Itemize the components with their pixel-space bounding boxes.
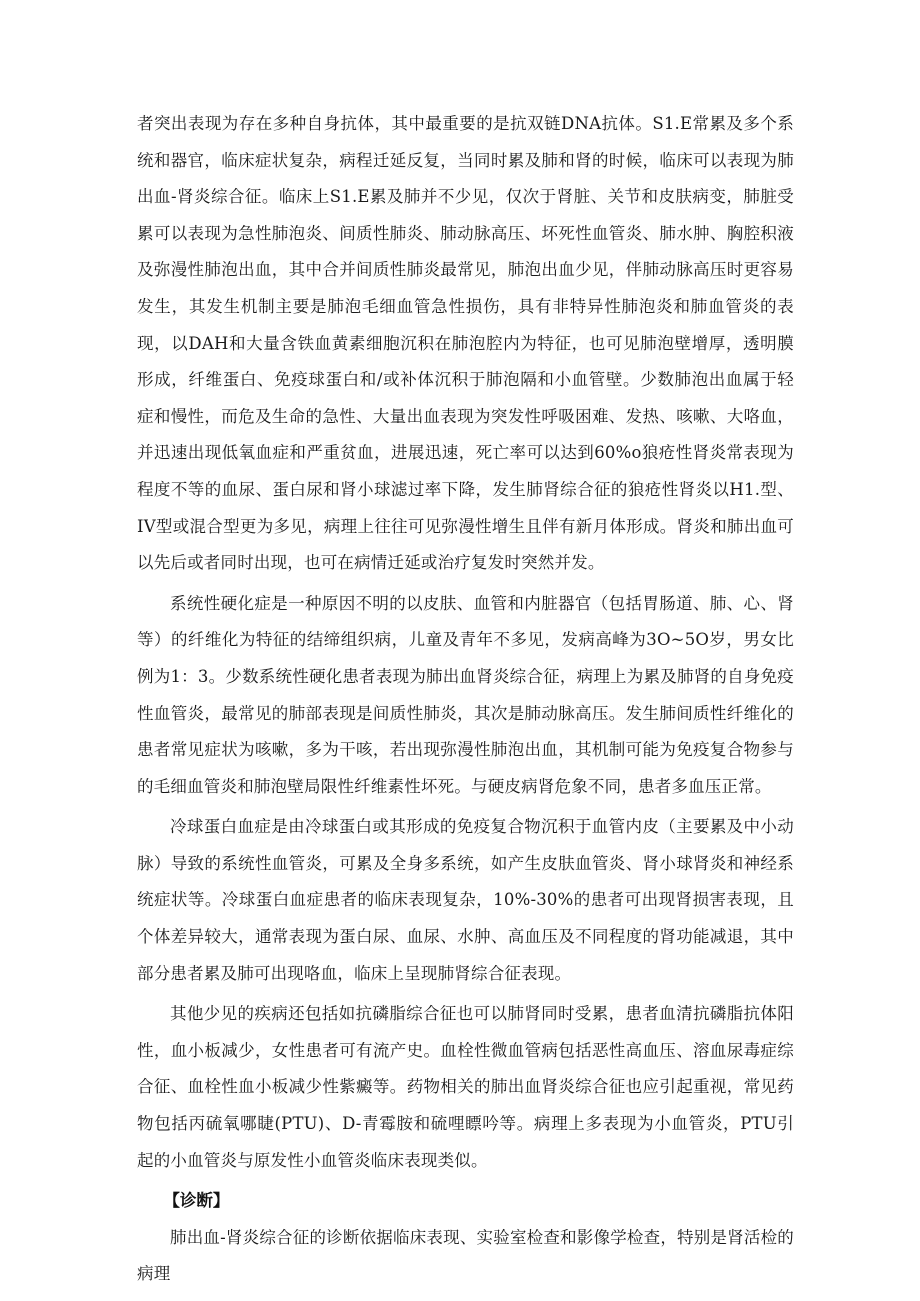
paragraph-other-diseases: 其他少见的疾病还包括如抗磷脂综合征也可以肺肾同时受累，患者血清抗磷脂抗体阳性，血小板减少，女性患者可有流产史。血栓性微血管病包括恶性高血压、溶血尿毒症综合征、血栓性血小板减少性紫癜等。药物相关的肺出血肾炎综合征也应引起重视，常见药物包括丙硫氧哪睫(PTU)、D-青霉胺和硫哩瞟吟等。病理上多表现为小血管炎，PTU引起的小血管炎与原发性小血管炎临床表现类似。	[137, 1004, 794, 1170]
paragraph-systemic-sclerosis: 系统性硬化症是一种原因不明的以皮肤、血管和内脏器官（包括胃肠道、肺、心、肾等）的纤维化为特征的结缔组织病，儿童及青年不多见，发病高峰为3O~5O岁，男女比例为1：3。少数系统性硬化患者表现为肺出血肾炎综合征，病理上为累及肺肾的自身免疫性血管炎，最常见的肺部表现是间质性肺炎，其次是肺动脉高压。发生肺间质性纤维化的患者常见症状为咳嗽，多为干咳，若出现弥漫性肺泡出血，其机制可能为免疫复合物参与的毛细血管炎和肺泡壁局限性纤维素性坏死。与硬皮病肾危象不同，患者多血压正常。	[137, 593, 794, 796]
paragraph-cryoglobulinemia: 冷球蛋白血症是由冷球蛋白或其形成的免疫复合物沉积于血管内皮（主要累及中小动脉）导致的系统性血管炎，可累及全身多系统，如产生皮肤血管炎、肾小球肾炎和神经系统症状等。冷球蛋白血症患者的临床表现复杂，10%-30%的患者可出现肾损害表现，且个体差异较大，通常表现为蛋白尿、血尿、水肿、高血压及不同程度的肾功能减退，其中部分患者累及肺可出现咯血，临床上呈现肺肾综合征表现。	[137, 817, 794, 983]
paragraph-diagnosis: 肺出血-肾炎综合征的诊断依据临床表现、实验室检查和影像学检查，特别是肾活检的病理	[137, 1227, 794, 1284]
section-heading-diagnosis: 【诊断】	[163, 1191, 230, 1211]
paragraph-sle: 者突出表现为存在多种自身抗体，其中最重要的是抗双链DNA抗体。S1.E常累及多个系统和器官，临床症状复杂，病程迁延反复，当同时累及肺和肾的时候，临床可以表现为肺出血-肾炎综合征。临床上S1.E累及肺并不少见，仅次于肾脏、关节和皮肤病变，肺脏受累可以表现为急性肺泡炎、间质性肺炎、肺动脉高压、坏死性血管炎、肺水肿、胸腔积液及弥漫性肺泡出血，其中合并间质性肺炎最常见，肺泡出血少见，伴肺动脉高压时更容易发生，其发生机制主要是肺泡毛细血管急性损伤，具有非特异性肺泡炎和肺血管炎的表现，以DAH和大量含铁血黄素细胞沉积在肺泡腔内为特征，也可见肺泡壁增厚，透明膜形成，纤维蛋白、免疫球蛋白和/或补体沉积于肺泡隔和小血管壁。少数肺泡出血属于轻症和慢性，而危及生命的急性、大量出血表现为突发性呼吸困难、发热、咳嗽、大咯血，并迅速出现低氧血症和严重贫血，进展迅速，死亡率可以达到60%o狼疮性肾炎常表现为程度不等的血尿、蛋白尿和肾小球滤过率下降，发生肺肾综合征的狼疮性肾炎以H1.型、IV型或混合型更为多见，病理上往往可见弥漫性增生且伴有新月体形成。肾炎和肺出血可以先后或者同时出现，也可在病情迁延或治疗复发时突然并发。	[137, 114, 794, 573]
